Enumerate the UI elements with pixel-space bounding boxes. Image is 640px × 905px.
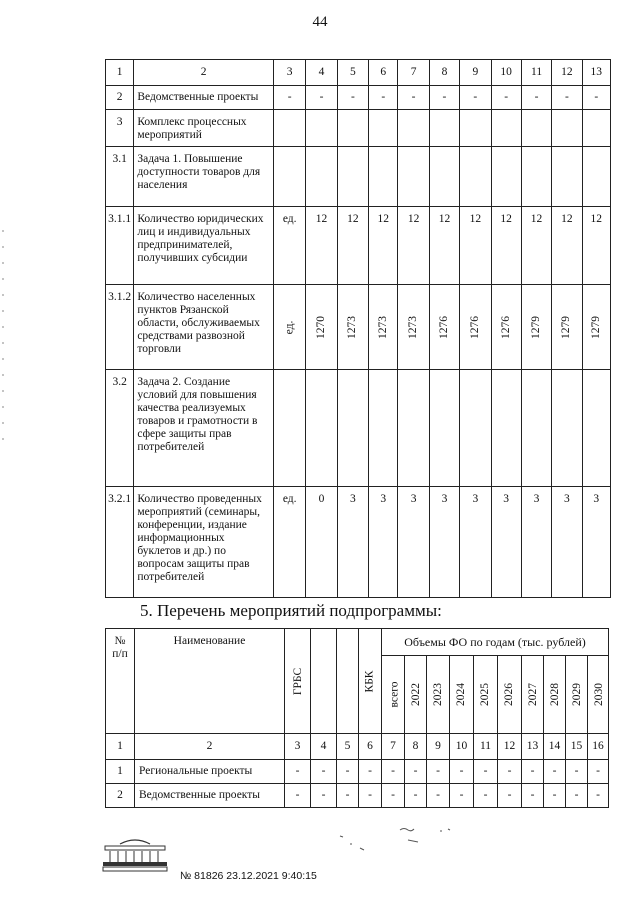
value-cell <box>398 147 429 207</box>
indicator-name: Задача 1. Повышение доступности товаров для населения <box>134 147 274 207</box>
value-cell <box>337 370 368 487</box>
table1-row <box>106 147 611 207</box>
unit-cell: ед. <box>273 487 305 598</box>
value-cell: - <box>460 86 491 110</box>
unit-cell <box>273 370 305 487</box>
table1-header-cell: 7 <box>398 60 429 86</box>
year-header: 2027 <box>522 656 544 734</box>
value-cell <box>521 110 551 147</box>
value-cell: - <box>491 86 521 110</box>
value-cell: - <box>382 784 405 808</box>
scan-noise <box>330 822 480 862</box>
value-cell: - <box>382 760 405 784</box>
table1-header-cell: 6 <box>369 60 398 86</box>
value-cell: - <box>405 784 427 808</box>
table1-header-cell: 12 <box>552 60 582 86</box>
table2-number-cell: 4 <box>311 734 337 760</box>
value-cell: 12 <box>460 207 491 285</box>
value-cell <box>306 370 337 487</box>
value-cell: 0 <box>306 487 337 598</box>
value-cell: - <box>369 86 398 110</box>
table2-number-cell: 5 <box>337 734 359 760</box>
value-cell: - <box>566 784 588 808</box>
table2-number-cell: 9 <box>427 734 450 760</box>
unit-cell <box>273 147 305 207</box>
value-cell: - <box>521 86 551 110</box>
value-cell: - <box>498 784 522 808</box>
year-header: 2030 <box>588 656 609 734</box>
row-number: 3.2 <box>106 370 134 487</box>
table2-number-cell: 6 <box>359 734 382 760</box>
row-number: 3 <box>106 110 134 147</box>
value-cell <box>337 110 368 147</box>
value-cell: - <box>285 760 311 784</box>
value-cell <box>552 370 582 487</box>
value-cell: 12 <box>398 207 429 285</box>
indicators-table <box>105 59 611 598</box>
value-cell: - <box>405 760 427 784</box>
table2-number-cell: 12 <box>498 734 522 760</box>
value-cell: - <box>359 784 382 808</box>
year-header: 2025 <box>474 656 498 734</box>
value-cell <box>582 110 610 147</box>
value-cell <box>460 110 491 147</box>
value-cell <box>369 147 398 207</box>
value-cell: - <box>588 760 609 784</box>
year-header: 2026 <box>498 656 522 734</box>
value-cell: 3 <box>521 487 551 598</box>
unit-cell: ед. <box>273 285 305 370</box>
indicator-name: Комплекс процессных мероприятий <box>134 110 274 147</box>
value-cell: - <box>566 760 588 784</box>
table2-row <box>106 760 609 784</box>
table1-row <box>106 285 611 370</box>
value-cell <box>491 370 521 487</box>
row-number: 3.1 <box>106 147 134 207</box>
col-num-header: № п/п <box>106 629 135 734</box>
activity-name: Ведомственные проекты <box>135 784 285 808</box>
table1-header-cell: 9 <box>460 60 491 86</box>
value-cell: 3 <box>429 487 459 598</box>
year-header: 2028 <box>544 656 566 734</box>
year-header: 2023 <box>427 656 450 734</box>
indicator-name: Количество проведенных мероприятий (семинары, конференции, издание информационных буклетов и др.) по вопросам защиты прав потребителей <box>134 487 274 598</box>
value-cell: 12 <box>306 207 337 285</box>
indicator-name: Ведомственные проекты <box>134 86 274 110</box>
value-cell: 3 <box>491 487 521 598</box>
col-grbs-header: ГРБС <box>285 629 311 734</box>
table2-number-cell: 13 <box>522 734 544 760</box>
unit-cell <box>273 110 305 147</box>
value-cell: - <box>582 86 610 110</box>
indicator-name: Задача 2. Создание условий для повышения качества реализуемых товаров и грамотности в сфере защиты прав потребителей <box>134 370 274 487</box>
value-cell: - <box>522 784 544 808</box>
value-cell: 12 <box>491 207 521 285</box>
table2-row <box>106 784 609 808</box>
year-header: всего <box>382 656 405 734</box>
value-cell: - <box>474 760 498 784</box>
col-name-header: Наименование <box>135 629 285 734</box>
table1-header-cell: 13 <box>582 60 610 86</box>
year-header: 2022 <box>405 656 427 734</box>
value-cell: - <box>544 760 566 784</box>
table2-number-cell: 14 <box>544 734 566 760</box>
table2-number-cell: 7 <box>382 734 405 760</box>
value-cell: - <box>337 784 359 808</box>
value-cell: 3 <box>460 487 491 598</box>
value-cell: 3 <box>398 487 429 598</box>
value-cell <box>582 147 610 207</box>
table2-number-cell: 3 <box>285 734 311 760</box>
row-number: 2 <box>106 784 135 808</box>
value-cell: - <box>474 784 498 808</box>
row-number: 3.2.1 <box>106 487 134 598</box>
value-cell: - <box>552 86 582 110</box>
value-cell <box>429 110 459 147</box>
table1-row <box>106 487 611 598</box>
row-number: 1 <box>106 760 135 784</box>
page-number: 44 <box>312 14 328 30</box>
library-seal <box>100 838 170 873</box>
value-cell <box>521 370 551 487</box>
year-header: 2024 <box>450 656 474 734</box>
value-cell <box>429 370 459 487</box>
value-cell: 1276 <box>491 285 521 370</box>
table1-row <box>106 370 611 487</box>
table1-header-cell: 4 <box>306 60 337 86</box>
table2-number-cell: 16 <box>588 734 609 760</box>
col-executors-header <box>311 629 337 734</box>
value-cell: - <box>427 784 450 808</box>
value-cell <box>398 370 429 487</box>
table1-row <box>106 207 611 285</box>
value-cell: - <box>522 760 544 784</box>
value-cell <box>398 110 429 147</box>
value-cell: - <box>588 784 609 808</box>
year-header: 2029 <box>566 656 588 734</box>
value-cell: - <box>311 784 337 808</box>
table1-header-cell: 1 <box>106 60 134 86</box>
scan-edge-mark <box>0 230 8 450</box>
value-cell: 12 <box>429 207 459 285</box>
value-cell: 12 <box>369 207 398 285</box>
value-cell: 12 <box>521 207 551 285</box>
value-cell <box>460 370 491 487</box>
table1-header-cell: 8 <box>429 60 459 86</box>
value-cell: 1270 <box>306 285 337 370</box>
table1-header-cell: 11 <box>521 60 551 86</box>
value-cell: 1279 <box>521 285 551 370</box>
activities-table <box>105 628 609 808</box>
value-cell <box>491 110 521 147</box>
value-cell: - <box>337 760 359 784</box>
value-cell: 3 <box>582 487 610 598</box>
value-cell <box>491 147 521 207</box>
value-cell: - <box>450 784 474 808</box>
value-cell: - <box>359 760 382 784</box>
value-cell <box>306 147 337 207</box>
table2-number-cell: 15 <box>566 734 588 760</box>
table2-number-cell: 2 <box>135 734 285 760</box>
table1-header-cell: 3 <box>273 60 305 86</box>
value-cell: - <box>544 784 566 808</box>
value-cell: 12 <box>582 207 610 285</box>
value-cell <box>552 147 582 207</box>
indicator-name: Количество населенных пунктов Рязанской области, обслуживаемых средствами развозной торговли <box>134 285 274 370</box>
years-group-header: Объемы ФО по годам (тыс. рублей) <box>382 629 609 656</box>
table1-header-cell: 5 <box>337 60 368 86</box>
row-number: 3.1.2 <box>106 285 134 370</box>
value-cell <box>582 370 610 487</box>
table1-number-row <box>106 60 611 86</box>
value-cell: - <box>498 760 522 784</box>
value-cell: 1276 <box>429 285 459 370</box>
value-cell: - <box>311 760 337 784</box>
value-cell: - <box>450 760 474 784</box>
table1-header-cell: 2 <box>134 60 274 86</box>
value-cell <box>429 147 459 207</box>
activity-name: Региональные проекты <box>135 760 285 784</box>
value-cell: - <box>337 86 368 110</box>
value-cell <box>337 147 368 207</box>
row-number: 3.1.1 <box>106 207 134 285</box>
document-registration-stamp: № 81826 23.12.2021 9:40:15 <box>180 870 317 882</box>
value-cell <box>460 147 491 207</box>
value-cell: 3 <box>337 487 368 598</box>
value-cell: - <box>306 86 337 110</box>
section-heading: 5. Перечень мероприятий подпрограммы: <box>140 601 442 620</box>
table2-number-cell: 1 <box>106 734 135 760</box>
value-cell: 12 <box>337 207 368 285</box>
value-cell <box>552 110 582 147</box>
value-cell: - <box>285 784 311 808</box>
row-number: 2 <box>106 86 134 110</box>
value-cell: 3 <box>369 487 398 598</box>
value-cell: - <box>427 760 450 784</box>
col-kbk-header: КБК <box>359 629 382 734</box>
value-cell: 12 <box>552 207 582 285</box>
table2-number-cell: 11 <box>474 734 498 760</box>
value-cell <box>369 370 398 487</box>
value-cell: - <box>429 86 459 110</box>
unit-cell: ед. <box>273 207 305 285</box>
table1-header-cell: 10 <box>491 60 521 86</box>
value-cell: 1273 <box>398 285 429 370</box>
col-source-header <box>337 629 359 734</box>
value-cell <box>306 110 337 147</box>
value-cell: 1279 <box>552 285 582 370</box>
value-cell <box>369 110 398 147</box>
table2-number-cell: 8 <box>405 734 427 760</box>
value-cell: - <box>398 86 429 110</box>
value-cell: 3 <box>552 487 582 598</box>
table1-row <box>106 86 611 110</box>
table1-row <box>106 110 611 147</box>
table2-number-cell: 10 <box>450 734 474 760</box>
value-cell: 1279 <box>582 285 610 370</box>
value-cell: 1273 <box>369 285 398 370</box>
value-cell: 1276 <box>460 285 491 370</box>
value-cell: 1273 <box>337 285 368 370</box>
indicator-name: Количество юридических лиц и индивидуальных предпринимателей, получивших субсидии <box>134 207 274 285</box>
unit-cell: - <box>273 86 305 110</box>
value-cell <box>521 147 551 207</box>
